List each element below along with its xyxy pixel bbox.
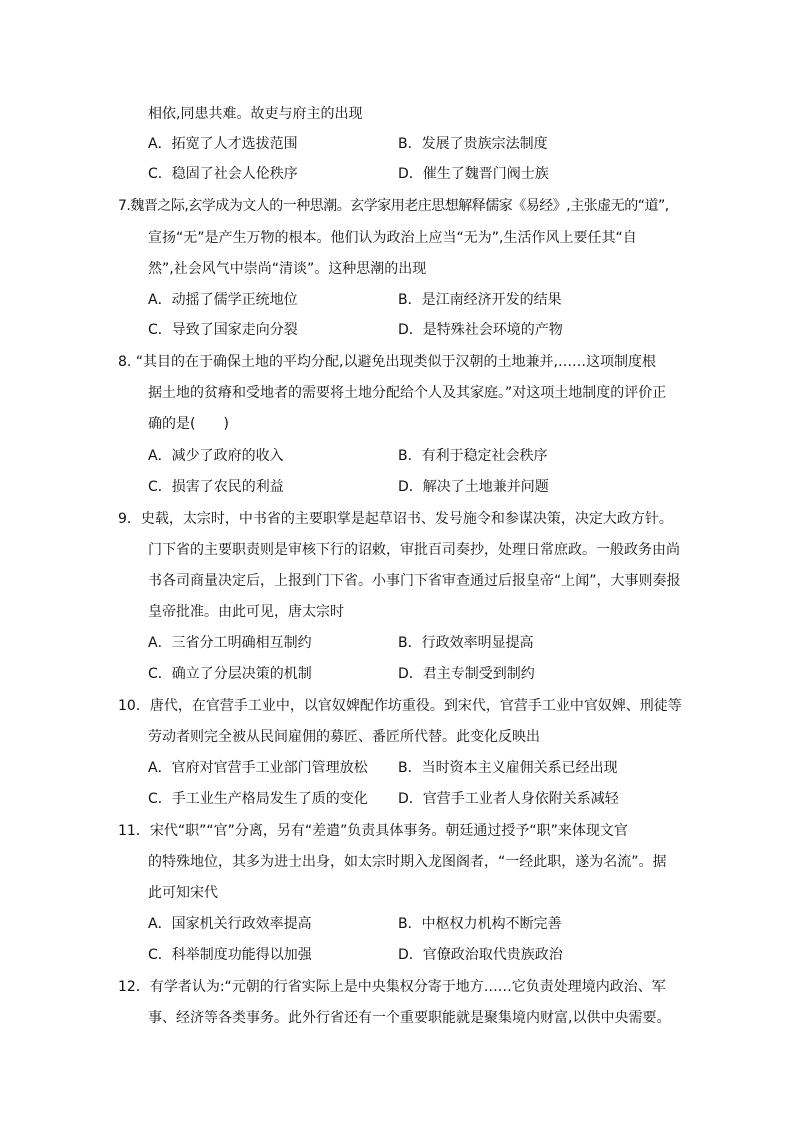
option-d: D．君主专制受到制约 [398, 666, 535, 682]
question-11-line: 此可知宋代 [148, 885, 218, 901]
option-c: C．科举制度功能得以加强 [148, 947, 312, 963]
question-9-line: 9．史载，太宗时，中书省的主要职掌是起草诏书、发号施令和参谋决策，决定大政方针。 [118, 511, 673, 527]
option-d: D．解决了土地兼并问题 [398, 479, 549, 495]
option-b: B．是江南经济开发的结果 [398, 292, 562, 308]
option-a: A．三省分工明确相互制约 [148, 635, 312, 651]
option-a: A．拓宽了人才选拔范围 [148, 136, 298, 152]
option-a: A．动摇了儒学正统地位 [148, 292, 298, 308]
question-12-line: 事、经济等各类事务。此外行省还有一个重要职能就是聚集境内财富,以供中央需要。 [148, 1010, 671, 1026]
option-d: D．官僚政治取代贵族政治 [398, 947, 563, 963]
option-b: B．发展了贵族宗法制度 [398, 136, 548, 152]
option-a: A．国家机关行政效率提高 [148, 916, 312, 932]
question-7-line: 7.魏晋之际,玄学成为文人的一种思潮。玄学家用老庄思想解释儒家《易经》,主张虚无的“道”, [118, 198, 669, 214]
question-7-line: 然”,社会风气中崇尚“清谈”。这种思潮的出现 [148, 261, 427, 277]
question-10-line: 劳动者则完全被从民间雇佣的募匠、番匠所代替。此变化反映出 [148, 729, 540, 745]
question-9-line: 皇帝批准。由此可见，唐太宗时 [148, 604, 344, 620]
question-8-line: 8. “其目的在于确保土地的平均分配,以避免出现类似于汉朝的土地兼并,……这项制度根 [118, 354, 656, 370]
option-d: D．是特殊社会环境的产物 [398, 322, 563, 338]
option-b: B．当时资本主义雇佣关系已经出现 [398, 760, 618, 776]
option-a: A．减少了政府的收入 [148, 448, 284, 464]
option-c: C．损害了农民的利益 [148, 479, 284, 495]
option-c: C．稳固了社会人伦秩序 [148, 166, 298, 182]
option-d: D．催生了魏晋门阀士族 [398, 166, 549, 182]
option-c: C．导致了国家走向分裂 [148, 322, 298, 338]
option-b: B．行政效率明显提高 [398, 635, 534, 651]
option-d: D．官营手工业者人身依附关系减轻 [398, 791, 619, 807]
option-b: B．有利于稳定社会秩序 [398, 448, 548, 464]
question-9-line: 门下省的主要职责则是审核下行的诏敕，审批百司奏抄，处理日常庶政。一般政务由尚 [148, 542, 680, 558]
question-8-line: 确的是( ) [148, 416, 229, 432]
question-12-line: 12．有学者认为:“元朝的行省实际上是中央集权分寄于地方……它负责处理境内政治、军 [118, 979, 666, 995]
option-c: C．确立了分层决策的机制 [148, 666, 312, 682]
option-a: A．官府对官营手工业部门管理放松 [148, 760, 368, 776]
question-11-line: 11．宋代“职”“官”分离，另有“差遣”负责具体事务。朝廷通过授予“职”来体现文官 [118, 823, 628, 839]
option-c: C．手工业生产格局发生了质的变化 [148, 791, 368, 807]
question-9-line: 书各司商量决定后，上报到门下省。小事门下省审查通过后报皇帝“上闻”，大事则奏报 [148, 573, 681, 589]
question-7-line: 宣扬“无”是产生万物的根本。他们认为政治上应当“无为”,生活作风上要任其“自 [148, 230, 637, 246]
question-11-line: 的特殊地位，其多为进士出身，如太宗时期入龙图阁者，“一经此职，遂为名流”。据 [148, 854, 667, 870]
option-b: B．中枢权力机构不断完善 [398, 916, 562, 932]
text-line: 相依,同患共难。故吏与府主的出现 [148, 106, 363, 122]
question-10-line: 10．唐代，在官营手工业中，以官奴婢配作坊重役。到宋代，官营手工业中官奴婢、刑徒等 [118, 698, 682, 714]
question-8-line: 据土地的贫瘠和受地者的需要将土地分配给个人及其家庭。”对这项土地制度的评价正 [148, 385, 667, 401]
